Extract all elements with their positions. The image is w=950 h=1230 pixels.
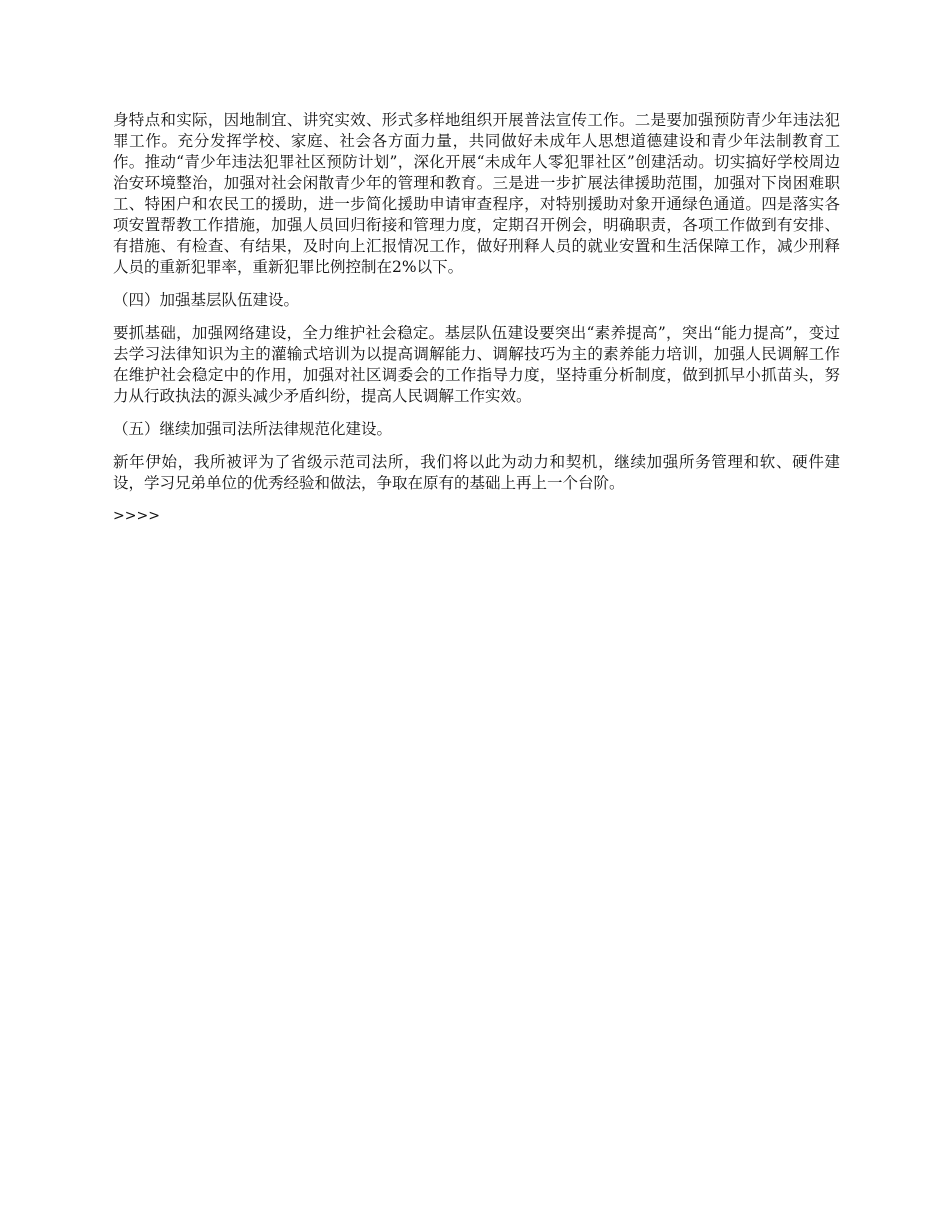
document-body [113, 110, 840, 527]
paragraph-publicity-and-youth-crime-prevention: 身特点和实际，因地制宜、讲究实效、形式多样地组织开展普法宣传工作。二是要加强预防青少年违法犯罪工作。充分发挥学校、家庭、社会各方面力量，共同做好未成年人思想道德建设和青少年法制教育工作。推动“青少年违法犯罪社区预防计划”，深化开展“未成年人零犯罪社区”创建活动。切实搞好学校周边治安环境整治，加强对社会闲散青少年的管理和教育。三是进一步扩展法律援助范围，加强对下岗困难职工、特困户和农民工的援助，进一步简化援助申请审查程序，对特别援助对象开通绿色通道。四是落实各项安置帮教工作措施，加强人员回归衔接和管理力度，定期召开例会，明确职责，各项工作做到有安排、有措施、有检查、有结果，及时向上汇报情况工作，做好刑释人员的就业安置和生活保障工作，减少刑释人员的重新犯罪率，重新犯罪比例控制在2%以下。 [113, 111, 840, 276]
paragraph-judicial-office-standardization: 新年伊始，我所被评为了省级示范司法所，我们将以此为动力和契机，继续加强所务管理和软、硬件建设，学习兄弟单位的优秀经验和做法，争取在原有的基础上再上一个台阶。 [113, 453, 840, 492]
section-heading-grassroots-team: （四）加强基层队伍建设。 [113, 291, 300, 309]
section-heading-judicial-office-standardization: （五）继续加强司法所法律规范化建设。 [113, 420, 393, 438]
end-marker: >>>> [113, 508, 160, 524]
paragraph-grassroots-team: 要抓基础，加强网络建设，全力维护社会稳定。基层队伍建设要突出“素养提高”，突出“能力提高”，变过去学习法律知识为主的灌输式培训为以提高调解能力、调解技巧为主的素养能力培训，加强人民调解工作在维护社会稳定中的作用，加强对社区调委会的工作指导力度，坚持重分析制度，做到抓早小抓苗头，努力从行政执法的源头减少矛盾纠纷，提高人民调解工作实效。 [113, 324, 840, 405]
